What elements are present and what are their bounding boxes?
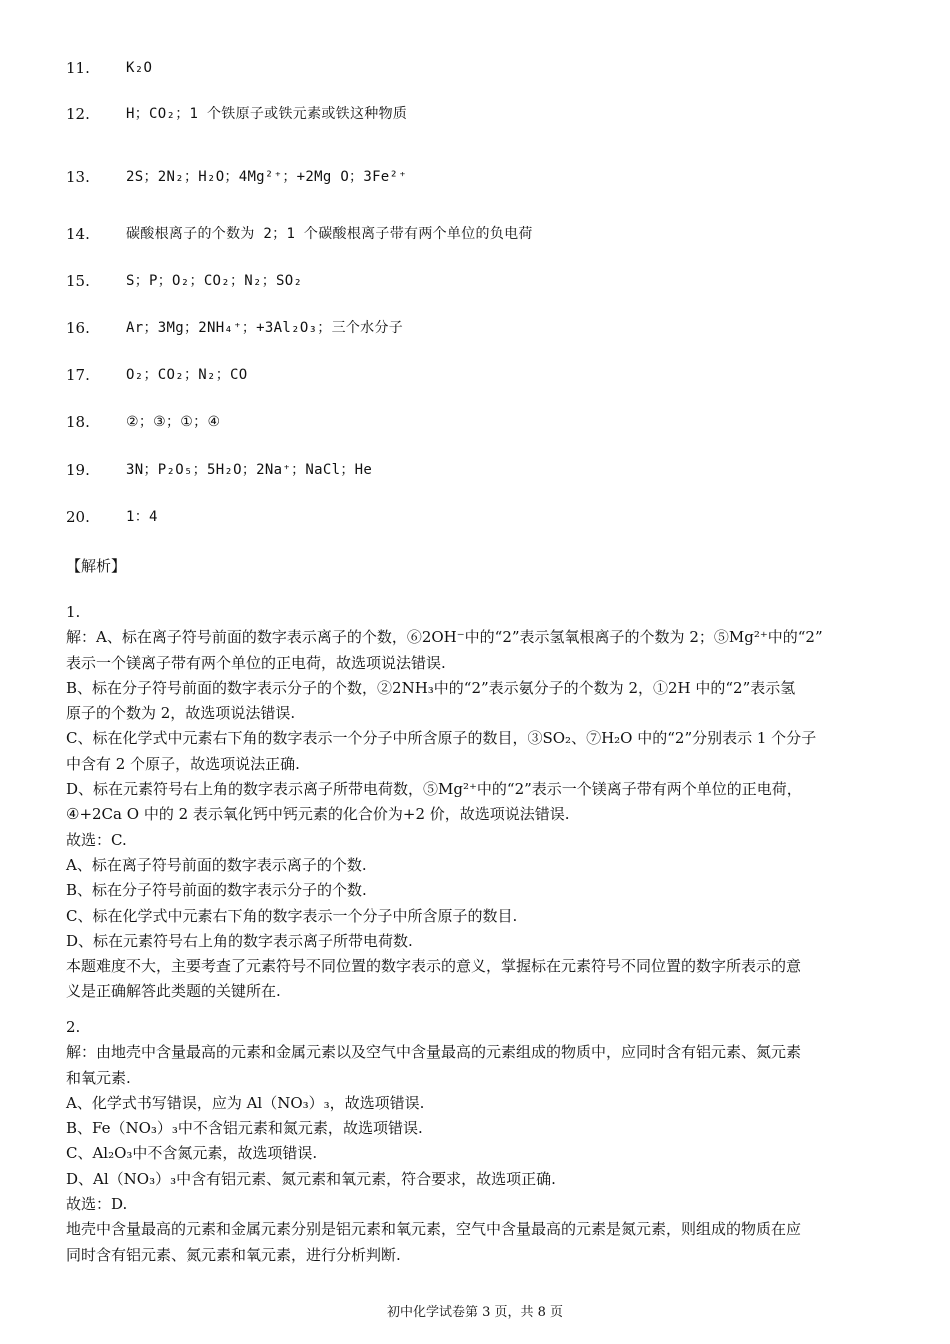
solution-line: A、标在离子符号前面的数字表示离子的个数. <box>66 855 367 874</box>
answer-text: S；P；O₂；CO₂；N₂；SO₂ <box>126 273 303 289</box>
solution-line: B、标在分子符号前面的数字表示分子的个数. <box>66 881 367 900</box>
solution-line: D、Al（NO₃）₃中含有铝元素、氮元素和氧元素，符合要求，故选项正确. <box>66 1169 556 1188</box>
answer-number: 14. <box>66 225 90 243</box>
answer-text: K₂O <box>126 60 153 76</box>
solution-line: 解：A、标在离子符号前面的数字表示离子的个数，⑥2OH⁻中的“2”表示氢氧根离子的个数为 2；⑤Mg²⁺中的“2” <box>66 628 823 647</box>
solution-line: 故选：C. <box>66 830 127 849</box>
answer-number: 19. <box>66 461 90 479</box>
solution-2 <box>66 1015 886 1268</box>
answer-text: Ar；3Mg；2NH₄⁺；+3Al₂O₃；三个水分子 <box>126 320 404 336</box>
solution-line: 解：由地壳中含量最高的元素和金属元素以及空气中含量最高的元素组成的物质中，应同时含有铝元素、氮元素 <box>66 1043 802 1062</box>
answer-number: 13. <box>66 168 90 186</box>
solution-line: C、标在化学式中元素右下角的数字表示一个分子中所含原子的数目，③SO₂、⑦H₂O 中的“2”分别表示 1 个分子 <box>66 729 817 748</box>
solution-line: ④+2Ca O 中的 2 表示氧化钙中钙元素的化合价为+2 价，故选项说法错误. <box>66 805 570 824</box>
answer-text: 2S；2N₂；H₂O；4Mg²⁺；+2Mg O；3Fe²⁺ <box>126 169 407 185</box>
solution-line: B、Fe（NO₃）₃中不含铝元素和氮元素，故选项错误. <box>66 1119 423 1138</box>
solution-line: C、Al₂O₃中不含氮元素，故选项错误. <box>66 1144 318 1163</box>
answer-number: 17. <box>66 366 90 384</box>
solution-line: 故选：D. <box>66 1195 128 1214</box>
question-number: 1. <box>66 603 81 621</box>
answer-text: 碳酸根离子的个数为 2；1 个碳酸根离子带有两个单位的负电荷 <box>126 226 533 242</box>
answer-number: 16. <box>66 319 90 337</box>
answer-number: 12. <box>66 105 90 123</box>
answer-text: H；CO₂；1 个铁原子或铁元素或铁这种物质 <box>126 106 408 122</box>
solution-line: 同时含有铝元素、氮元素和氧元素，进行分析判断. <box>66 1245 401 1264</box>
answer-number: 11. <box>66 59 90 77</box>
analysis-heading: 【解析】 <box>66 557 127 575</box>
solution-line: 和氧元素. <box>66 1068 131 1087</box>
answer-text: 3N；P₂O₅；5H₂O；2Na⁺；NaCl；He <box>126 462 373 478</box>
solution-line: 原子的个数为 2，故选项说法错误. <box>66 704 296 723</box>
answer-number: 18. <box>66 413 90 431</box>
solution-line: 中含有 2 个原子，故选项说法正确. <box>66 754 300 773</box>
solution-1 <box>66 600 886 1005</box>
solution-line: D、标在元素符号右上角的数字表示离子所带电荷数，⑤Mg²⁺中的“2”表示一个镁离子带有两个单位的正电荷， <box>66 780 802 799</box>
solution-line: B、标在分子符号前面的数字表示分子的个数，②2NH₃中的“2”表示氨分子的个数为 2，①2H 中的“2”表示氢 <box>66 678 796 697</box>
answer-number: 20. <box>66 508 90 526</box>
solution-line: D、标在元素符号右上角的数字表示离子所带电荷数. <box>66 931 413 950</box>
question-number: 2. <box>66 1018 81 1036</box>
solution-line: 本题难度不大，主要考查了元素符号不同位置的数字表示的意义，掌握标在元素符号不同位置的数字所表示的意 <box>66 957 802 976</box>
solution-line: C、标在化学式中元素右下角的数字表示一个分子中所含原子的数目. <box>66 906 518 925</box>
solution-line: 地壳中含量最高的元素和金属元素分别是铝元素和氧元素，空气中含量最高的元素是氮元素，则组成的物质在应 <box>66 1220 802 1239</box>
solution-line: 义是正确解答此类题的关键所在. <box>66 982 281 1001</box>
solution-line: A、化学式书写错误，应为 Al（NO₃）₃，故选项错误. <box>66 1093 425 1112</box>
solution-line: 表示一个镁离子带有两个单位的正电荷，故选项说法错误. <box>66 653 446 672</box>
page-footer: 初中化学试卷第 3 页，共 8 页 <box>386 1305 564 1320</box>
answer-text: O₂；CO₂；N₂；CO <box>126 367 248 383</box>
answer-text: 1：4 <box>126 509 158 525</box>
answer-text: ②；③；①；④ <box>126 414 221 430</box>
answer-number: 15. <box>66 272 90 290</box>
